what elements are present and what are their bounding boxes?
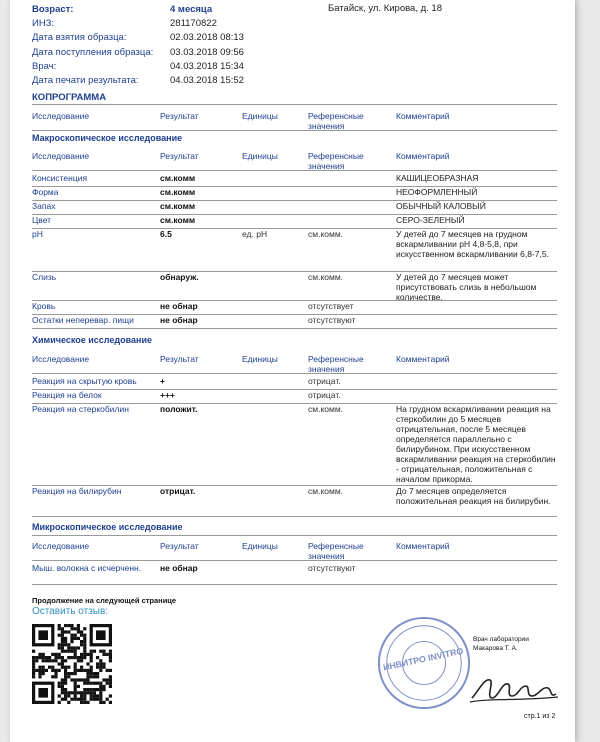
cell-name: Кровь: [32, 301, 56, 311]
header-ref: Референсные значения: [308, 111, 364, 131]
header-units: Единицы: [242, 111, 278, 121]
cell-comment: КАШИЦЕОБРАЗНАЯ: [396, 173, 479, 183]
patient-info-row: [32, 17, 244, 31]
cell-comment: НЕОФОРМЛЕННЫЙ: [396, 187, 478, 197]
cell-comment: На грудном вскармливании реакция на стеркобилин до 5 месяцев отрицательная, после 5 месяцев определяется параллельно с билирубином. При искусственном вскармливании реакция на стеркобилин - отрицательная, положительная с началом прикорма.: [396, 404, 556, 484]
header-result: Результат: [160, 111, 199, 121]
section-micro: Микроскопическое исследование: [32, 522, 183, 532]
info-value: 04.03.2018 15:34: [170, 60, 244, 72]
cell-result: положит.: [160, 404, 198, 414]
cell-comment: СЕРО-ЗЕЛЕНЫЙ: [396, 215, 465, 225]
qr-code[interactable]: [32, 624, 112, 704]
cell-name: Слизь: [32, 272, 57, 282]
info-value: 03.03.2018 09:56: [170, 46, 244, 58]
cell-comment: ОБЫЧНЫЙ КАЛОВЫЙ: [396, 201, 486, 211]
cell-name: Реакция на скрытую кровь: [32, 376, 137, 386]
patient-info-row: [32, 3, 244, 17]
table-row: [32, 485, 557, 517]
cell-result: +++: [160, 390, 175, 400]
patient-info-row: [32, 46, 244, 60]
report-title: КОПРОГРАММА: [32, 92, 107, 103]
feedback-link[interactable]: Оставить отзыв:: [32, 606, 109, 617]
cell-ref: см.комм.: [308, 486, 344, 496]
document-page: [10, 0, 575, 742]
cell-comment: У детей до 7 месяцев на грудном вскармливании pH 4,8-5,8, при искусственном вскармливании 6,8-7,5.: [396, 229, 549, 259]
info-value: 02.03.2018 08:13: [170, 32, 244, 44]
header-study: Исследование: [32, 111, 90, 121]
table-row: [32, 314, 557, 329]
divider: [32, 104, 557, 105]
cell-result: отрицат.: [160, 486, 196, 496]
doctor-block: [473, 635, 529, 653]
stamp-text: ИНВИТРО INVITRO: [382, 645, 465, 673]
table-row: [32, 562, 557, 585]
cell-ref: см.комм.: [308, 229, 344, 239]
cell-name: Мыш. волокна с исчерченн.: [32, 563, 142, 573]
cell-units: ед. pH: [242, 229, 268, 239]
info-value: 04.03.2018 15:52: [170, 74, 244, 86]
table-header-top: [32, 108, 557, 131]
table-row: [32, 228, 557, 272]
cell-ref: отсутствуют: [308, 315, 356, 325]
info-label: Врач:: [32, 60, 57, 72]
cell-name: Остатки неперевар. пищи: [32, 315, 134, 325]
cell-result: см.комм: [160, 201, 196, 211]
doctor-role: Врач лаборатории: [473, 636, 529, 643]
cell-ref: отрицат.: [308, 390, 341, 400]
cell-ref: см.комм.: [308, 272, 344, 282]
table-row: [32, 375, 557, 390]
table-row: [32, 403, 557, 486]
lab-address: Батайск, ул. Кирова, д. 18: [328, 3, 442, 14]
cell-name: Цвет: [32, 215, 52, 225]
divider: [32, 516, 557, 517]
info-label: Возраст:: [32, 4, 74, 15]
cell-result: см.комм: [160, 215, 196, 225]
cell-result: см.комм: [160, 173, 196, 183]
table-header-micro: Исследование Результат Единицы Референсные значения Комментарий: [32, 538, 557, 561]
cell-comment: У детей до 7 месяцев может присутствовать слизь в небольшом количестве.: [396, 272, 537, 302]
continued-note: Продолжение на следующей странице: [32, 596, 177, 605]
cell-ref: отсутствуют: [308, 563, 356, 573]
cell-result: см.комм: [160, 187, 196, 197]
cell-comment: До 7 месяцев определяется положительная реакция на билирубин.: [396, 486, 551, 506]
patient-info-row: [32, 74, 244, 88]
table-row: [32, 172, 557, 187]
cell-result: 6.5: [160, 229, 172, 239]
section-chem: Химическое исследование: [32, 335, 152, 345]
patient-info: [32, 3, 244, 88]
info-label: Дата поступления образца:: [32, 46, 154, 58]
cell-ref: отсутствует: [308, 301, 354, 311]
invitro-stamp: [375, 614, 473, 712]
divider: [32, 535, 557, 536]
cell-name: Консистенция: [32, 173, 88, 183]
info-label: Дата печати результата:: [32, 74, 139, 86]
cell-name: Реакция на белок: [32, 390, 102, 400]
table-header-macro: Исследование Результат Единицы Референсные значения Комментарий: [32, 148, 557, 171]
table-row: [32, 271, 557, 301]
table-header-chem: Исследование Результат Единицы Референсные значения Комментарий: [32, 351, 557, 374]
cell-ref: отрицат.: [308, 376, 341, 386]
cell-name: Реакция на билирубин: [32, 486, 122, 496]
patient-info-row: [32, 60, 244, 74]
cell-result: не обнар: [160, 301, 198, 311]
cell-result: +: [160, 376, 165, 386]
section-macro: Макроскопическое исследование: [32, 133, 183, 143]
page-number: стр.1 из 2: [524, 713, 556, 720]
table-row: [32, 214, 557, 229]
info-value: 4 месяца: [170, 4, 213, 15]
cell-name: pH: [32, 229, 43, 239]
cell-name: Запах: [32, 201, 56, 211]
doctor-name: Макарова Т. А.: [473, 645, 518, 652]
cell-result: не обнар: [160, 563, 198, 573]
info-label: ИНЗ:: [32, 18, 55, 30]
cell-name: Форма: [32, 187, 59, 197]
info-value: 281170822: [170, 18, 217, 30]
table-row: [32, 300, 557, 315]
table-row: [32, 186, 557, 201]
cell-name: Реакция на стеркобилин: [32, 404, 129, 414]
info-label: Дата взятия образца:: [32, 32, 127, 44]
table-row: [32, 389, 557, 404]
doctor-signature: [468, 668, 560, 708]
cell-ref: см.комм.: [308, 404, 344, 414]
cell-result: не обнар: [160, 315, 198, 325]
cell-result: обнаруж.: [160, 272, 199, 282]
patient-info-row: [32, 31, 244, 45]
header-comment: Комментарий: [396, 111, 450, 121]
table-row: [32, 200, 557, 215]
